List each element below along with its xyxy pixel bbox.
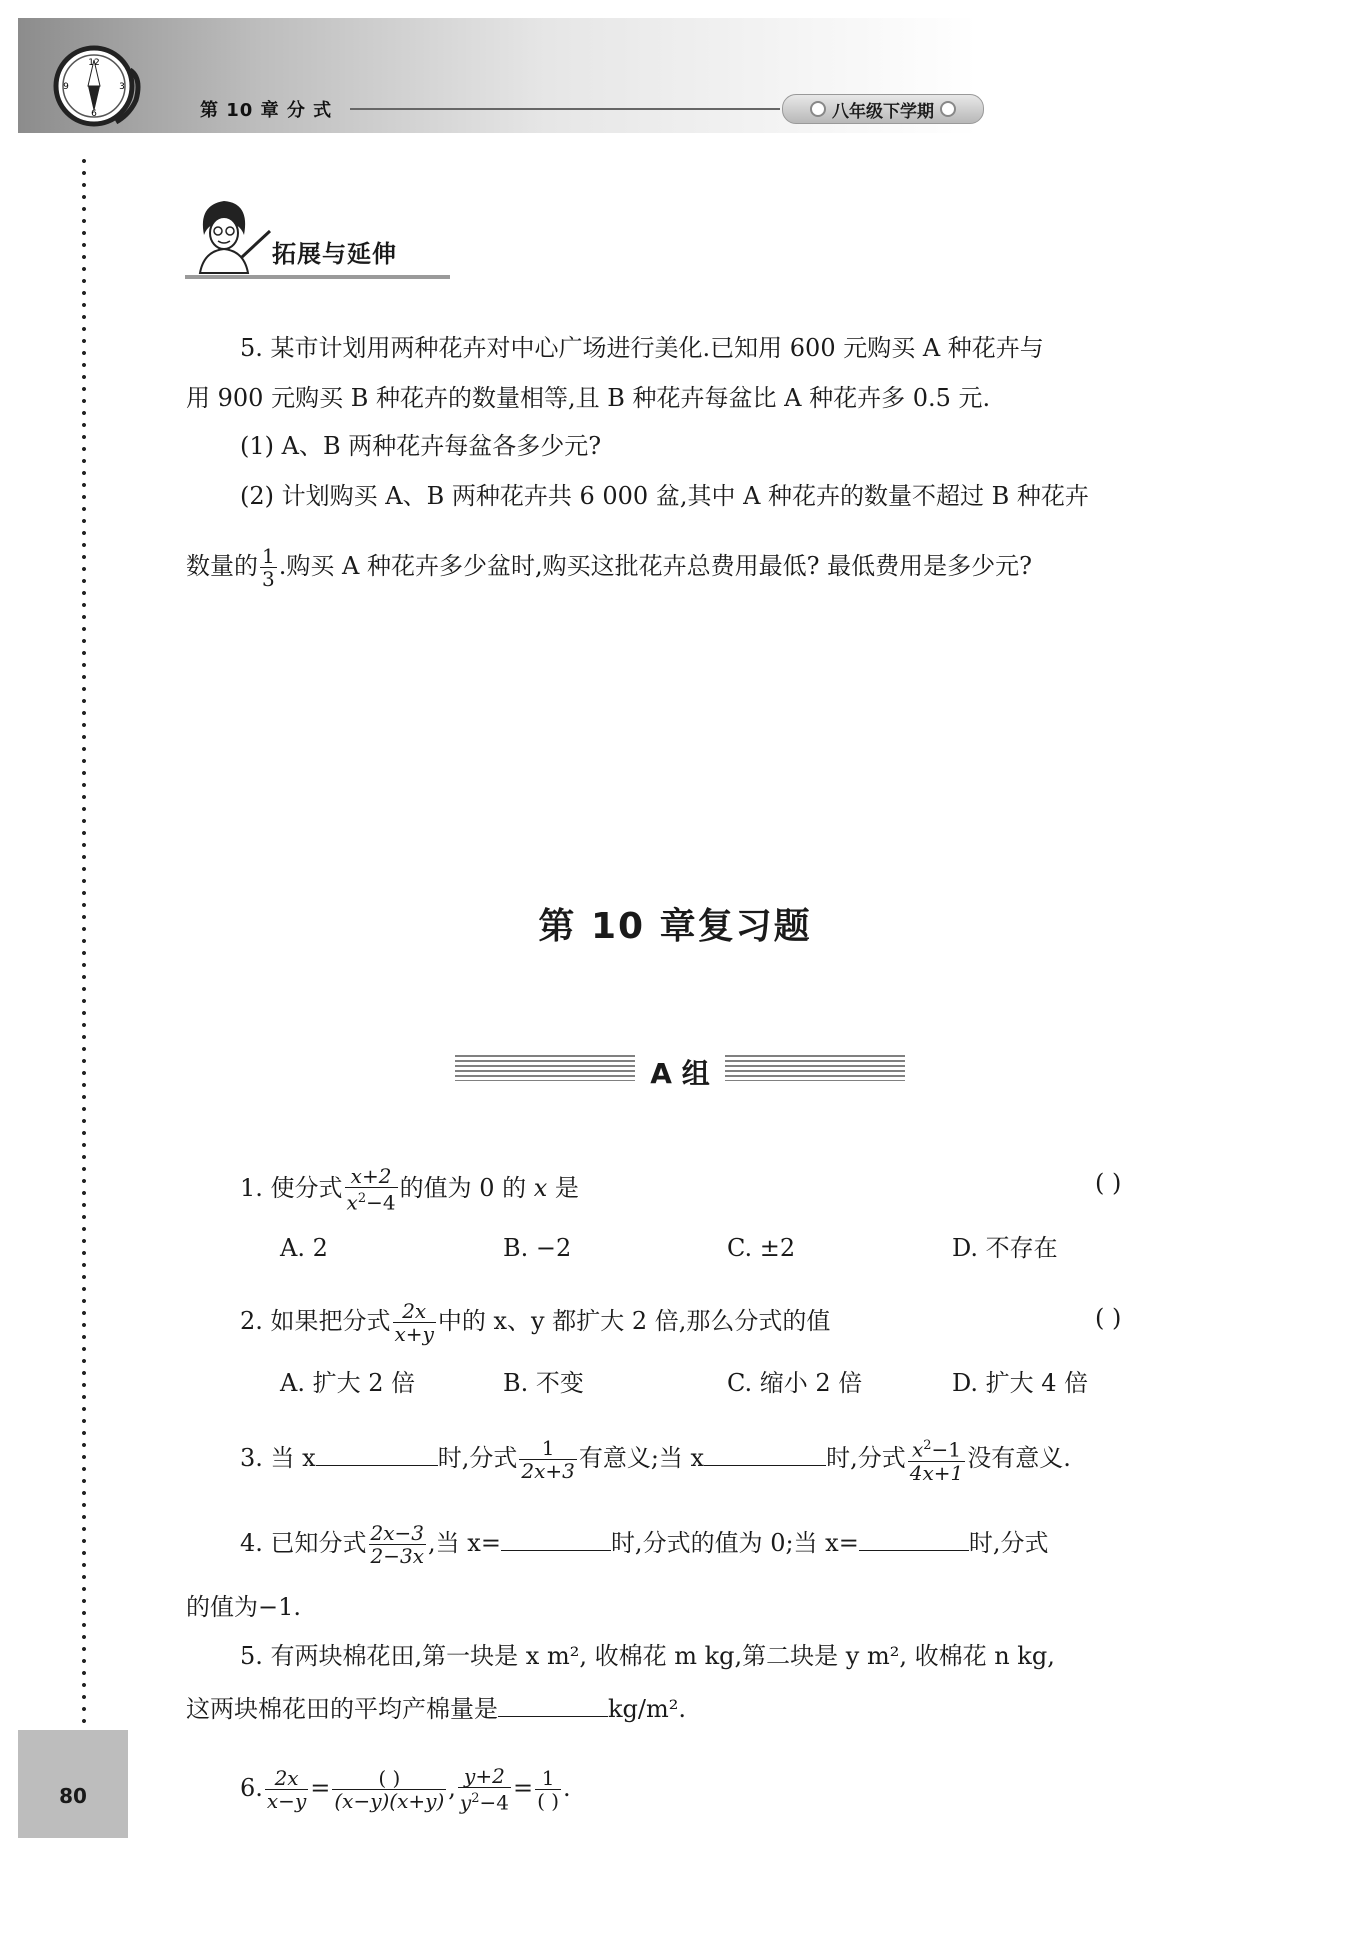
q3-blank-1[interactable]: [316, 1441, 438, 1466]
q6-fraction-2[interactable]: $\frac{( )}{(x-y)(x+y)}$: [334, 1765, 445, 1813]
question-1-option-a[interactable]: A. 2: [280, 1234, 328, 1262]
question-5-line-1: 5. 有两块棉花田,第一块是 x m², 收棉花 m kg,第二块是 y m², 收棉花 n kg,: [240, 1642, 1055, 1670]
q3-blank-2[interactable]: [704, 1441, 826, 1466]
teacher-pointer-icon: [182, 195, 272, 275]
group-label: A 组: [650, 1057, 710, 1090]
group-stripes-left: [455, 1055, 635, 1081]
question-5-line-2: 这两块棉花田的平均产棉量是 kg/m².: [186, 1692, 686, 1724]
q2-fraction: $\frac{2x}{x+y}$: [394, 1299, 434, 1346]
question-4-line-2: 的值为−1.: [186, 1593, 302, 1621]
page-number: 80: [59, 1784, 87, 1808]
section-title-underline: [185, 275, 450, 279]
q1-fraction: $\frac{x+2}{x^2-4}$: [346, 1164, 396, 1215]
header-rule: [350, 108, 780, 110]
grade-badge: [782, 94, 984, 124]
q4-blank-2[interactable]: [859, 1526, 969, 1551]
question-3: 3. 当 x 时,分式 $\frac{1}{2x+3}$ 有意义;当 x 时,分式 $\frac{x^2-1}{4x+1}$ 没有意义.: [240, 1435, 1071, 1485]
question-1-option-c[interactable]: C. ±2: [727, 1234, 796, 1262]
q6-fraction-1: $\frac{2x}{x-y}$: [266, 1765, 307, 1813]
question-2-option-d[interactable]: D. 扩大 4 倍: [952, 1369, 1089, 1397]
question-1: 1. 使分式 $\frac{x+2}{x^2-4}$ 的值为 0 的 x 是: [240, 1164, 579, 1215]
question-1-answer-paren[interactable]: ( ): [1095, 1169, 1122, 1197]
problem-5-question-1: (1) A、B 两种花卉每盆各多少元?: [240, 432, 602, 460]
clock-number-3: 3: [119, 82, 125, 92]
fraction-one-third: $\frac{1}{3}$: [262, 544, 275, 591]
q5-blank[interactable]: [498, 1692, 608, 1717]
question-2-option-c[interactable]: C. 缩小 2 倍: [727, 1369, 863, 1397]
compass-clock-icon: [50, 40, 142, 132]
question-2-answer-paren[interactable]: ( ): [1095, 1304, 1122, 1332]
badge-dot-left-icon: [810, 101, 826, 117]
question-1-option-d[interactable]: D. 不存在: [952, 1234, 1058, 1262]
question-2: 2. 如果把分式 $\frac{2x}{x+y}$ 中的 x、y 都扩大 2 倍,那么分式的值: [240, 1299, 831, 1346]
question-1-option-b[interactable]: B. −2: [503, 1234, 572, 1262]
clock-number-6: 6: [91, 109, 97, 119]
question-2-option-a[interactable]: A. 扩大 2 倍: [280, 1369, 416, 1397]
grade-label: 八年级下学期: [832, 101, 934, 122]
question-2-option-b[interactable]: B. 不变: [503, 1369, 584, 1397]
problem-5-question-2-line-1: (2) 计划购买 A、B 两种花卉共 6 000 盆,其中 A 种花卉的数量不超过 B 种花卉: [240, 482, 1089, 510]
q4-blank-1[interactable]: [501, 1526, 611, 1551]
clock-number-9: 9: [63, 82, 69, 92]
q3-fraction-2: $\frac{x^2-1}{4x+1}$: [909, 1437, 964, 1485]
q3-fraction-1: $\frac{1}{2x+3}$: [521, 1435, 575, 1483]
problem-5-line-1: 5. 某市计划用两种花卉对中心广场进行美化.已知用 600 元购买 A 种花卉与: [240, 334, 1044, 362]
problem-5-question-2-line-2: [186, 545, 1032, 590]
review-title: 第 10 章复习题: [538, 906, 812, 947]
q2-prefix: 数量的: [186, 552, 258, 580]
clock-number-12: 12: [88, 58, 100, 68]
q2-suffix: .购买 A 种花卉多少盆时,购买这批花卉总费用最低? 最低费用是多少元?: [278, 552, 1032, 580]
page-number-tab: [18, 1730, 128, 1838]
q6-fraction-4[interactable]: $\frac{1}{( )}$: [537, 1765, 560, 1813]
group-stripes-right: [725, 1055, 905, 1081]
badge-dot-right-icon: [940, 101, 956, 117]
chapter-header: 第 10 章 分 式: [200, 100, 333, 121]
q4-fraction: $\frac{2x-3}{2-3x}$: [370, 1521, 425, 1568]
section-title-extension: 拓展与延伸: [272, 240, 397, 268]
question-6: 6. $\frac{2x}{x-y}$ = $\frac{( )}{(x-y)(x+y)}$ , $\frac{y+2}{y^2-4}$ = $\frac{1}{( )}$ .: [240, 1764, 571, 1815]
problem-5-line-2: 用 900 元购买 B 种花卉的数量相等,且 B 种花卉每盆比 A 种花卉多 0.5 元.: [186, 384, 991, 412]
question-4: 4. 已知分式 $\frac{2x-3}{2-3x}$ ,当 x= 时,分式的值为 0;当 x= 时,分式: [240, 1521, 1049, 1568]
q6-fraction-3: $\frac{y+2}{y^2-4}$: [459, 1764, 509, 1815]
